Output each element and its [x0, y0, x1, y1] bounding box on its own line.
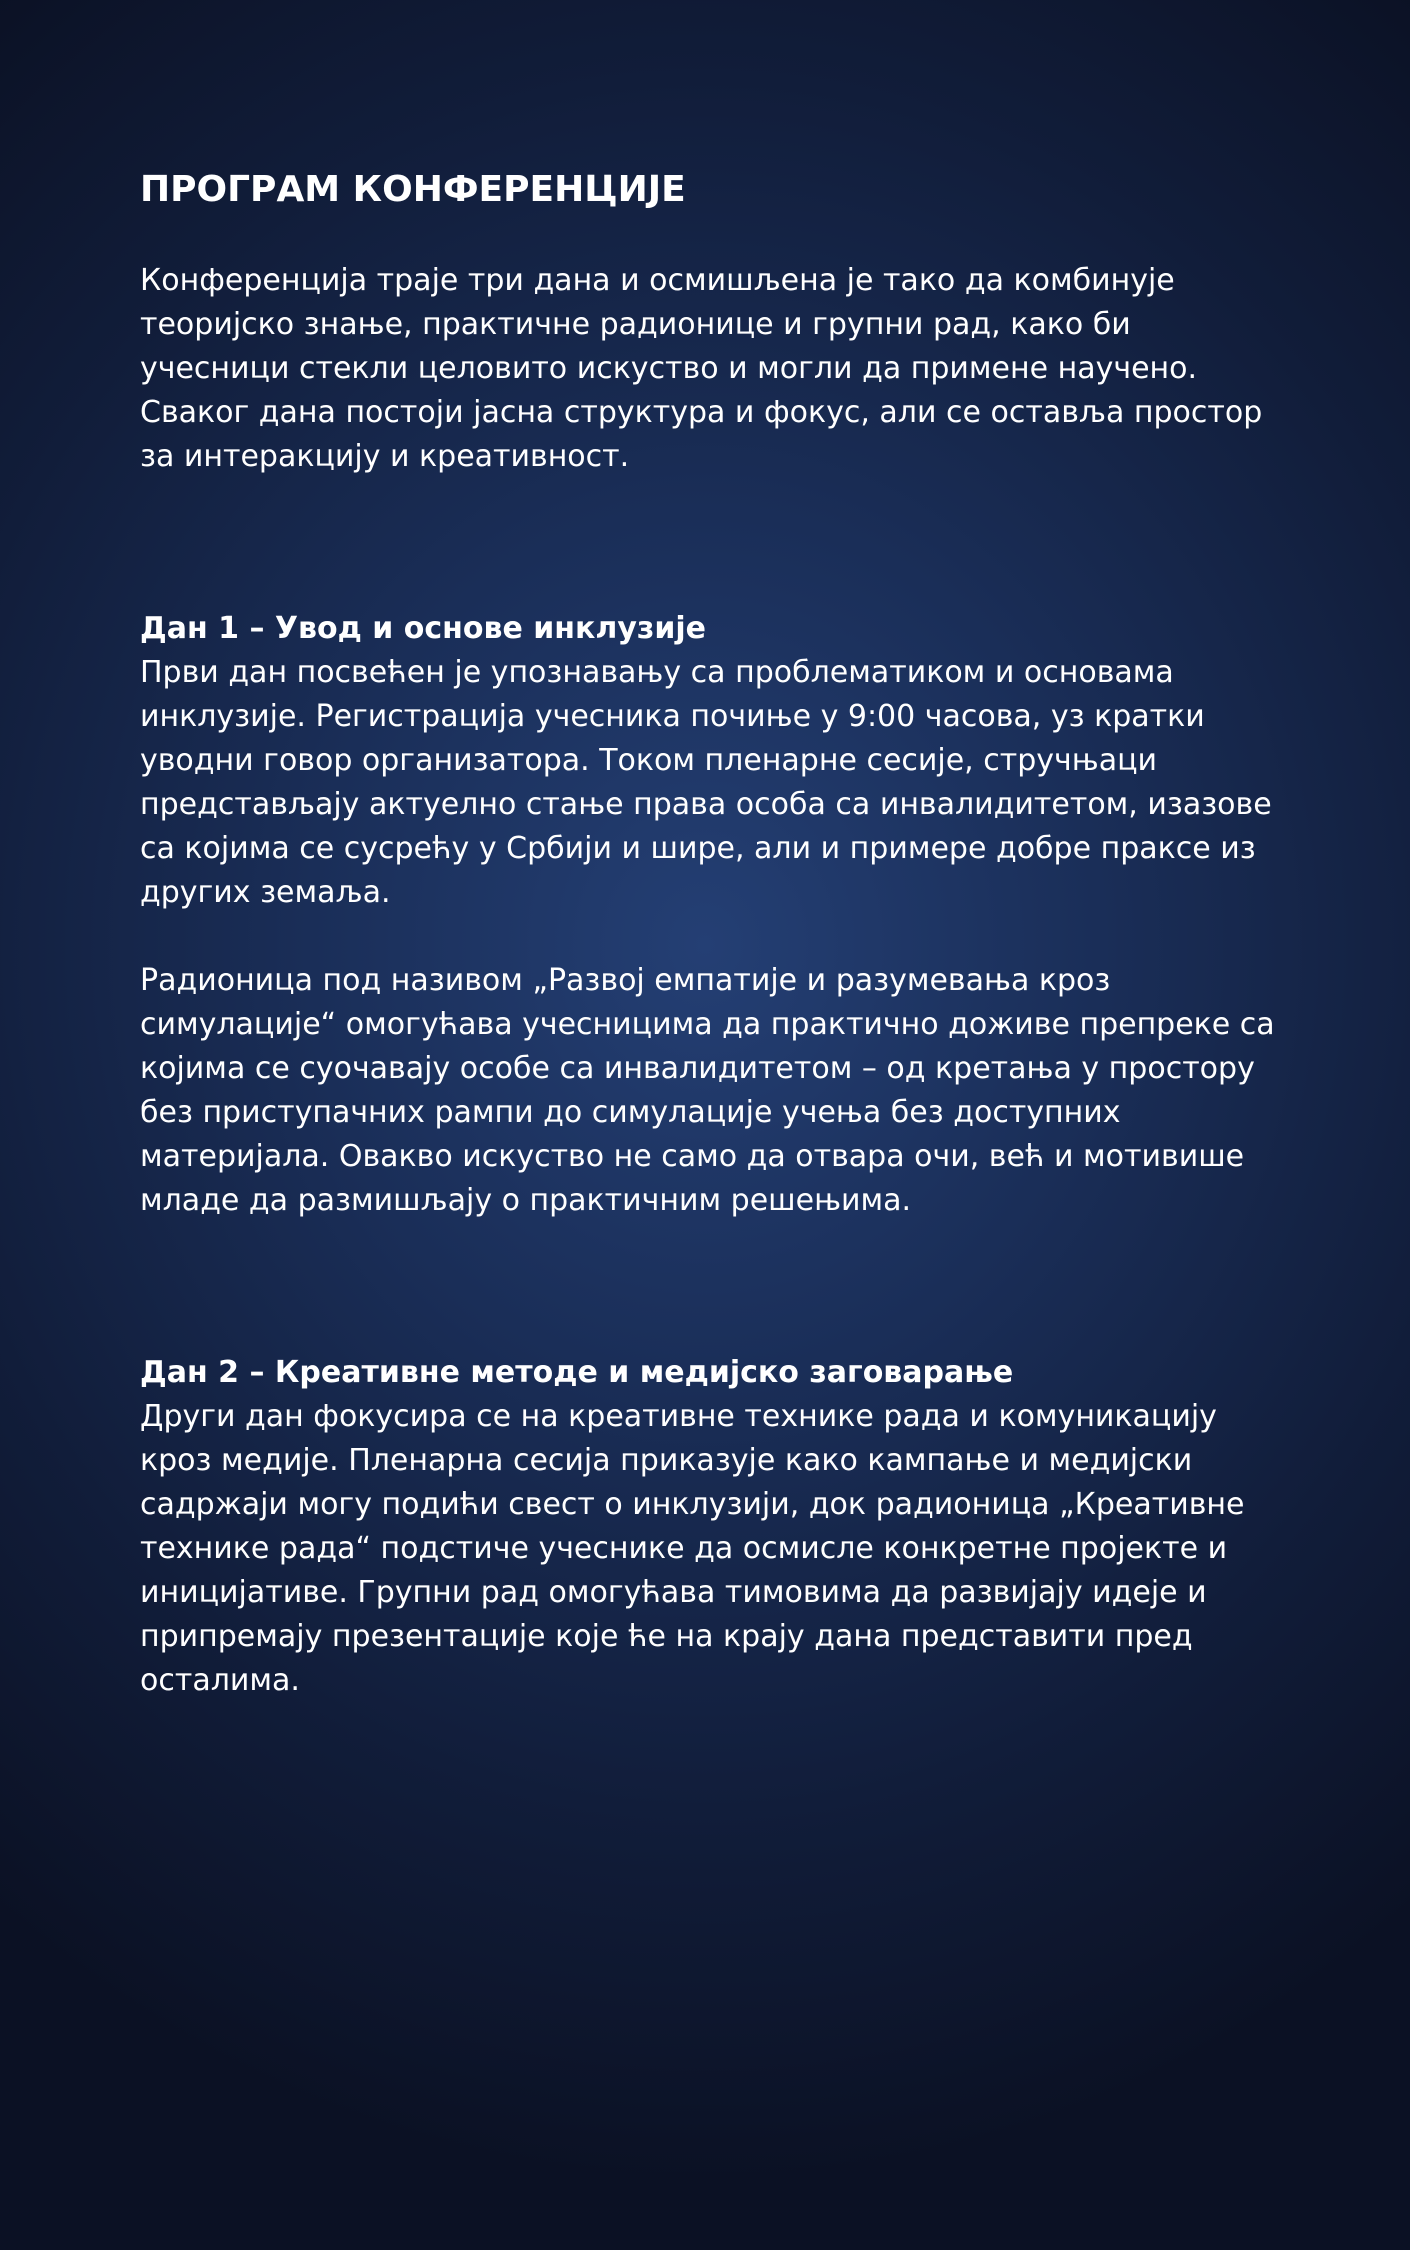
day-1-heading: Дан 1 – Увод и основе инклузије	[140, 611, 706, 647]
day-2-section	[140, 1351, 1280, 1703]
day-1-paragraph-2: Радионица под називом „Развој емпатије и разумевања кроз симулације“ омогућава учесницима да практично доживе препреке са којима се суочавају особе са инвалидитетом – од кретања у простору без приступачних рампи до симулације учења без доступних материјала. Овакво искуство не само да отвара очи, већ и мотивише младе да размишљају о практичним решењима.	[140, 963, 1275, 1219]
day-1-paragraph-1: Први дан посвећен је упознавању са проблематиком и основама инклузије. Регистрација учесника почиње у 9:00 часова, уз кратки уводни говор организатора. Током пленарне сесије, стручњаци представљају актуелно стање права особа са инвалидитетом, изазове са којима се сусрећу у Србији и шире, али и примере добре праксе из других земаља.	[140, 655, 1272, 911]
day-2-paragraph-1: Други дан фокусира се на креативне технике рада и комуникацију кроз медије. Пленарна сесија приказује како кампање и медијски садржаји могу подићи свест о инклузији, док радионица „Креативне технике рада“ подстиче учеснике да осмисле конкретне пројекте и иницијативе. Групни рад омогућава тимовима да развијају идеје и припремају презентације које ће на крају дана представити пред осталима.	[140, 1399, 1245, 1699]
intro-paragraph: Конференција траје три дана и осмишљена је тако да комбинује теоријско знање, практичне радионице и групни рад, како би учесници стекли целовито искуство и могли да примене научено. Сваког дана постоји јасна структура и фокус, али се оставља простор за интеракцију и креативност.	[140, 263, 1263, 475]
day-1-section	[140, 607, 1280, 1223]
page-title: ПРОГРАМ КОНФЕРЕНЦИЈЕ	[140, 169, 686, 210]
document-page	[140, 168, 1280, 1703]
day-2-heading: Дан 2 – Креативне методе и медијско заговарање	[140, 1355, 1014, 1391]
